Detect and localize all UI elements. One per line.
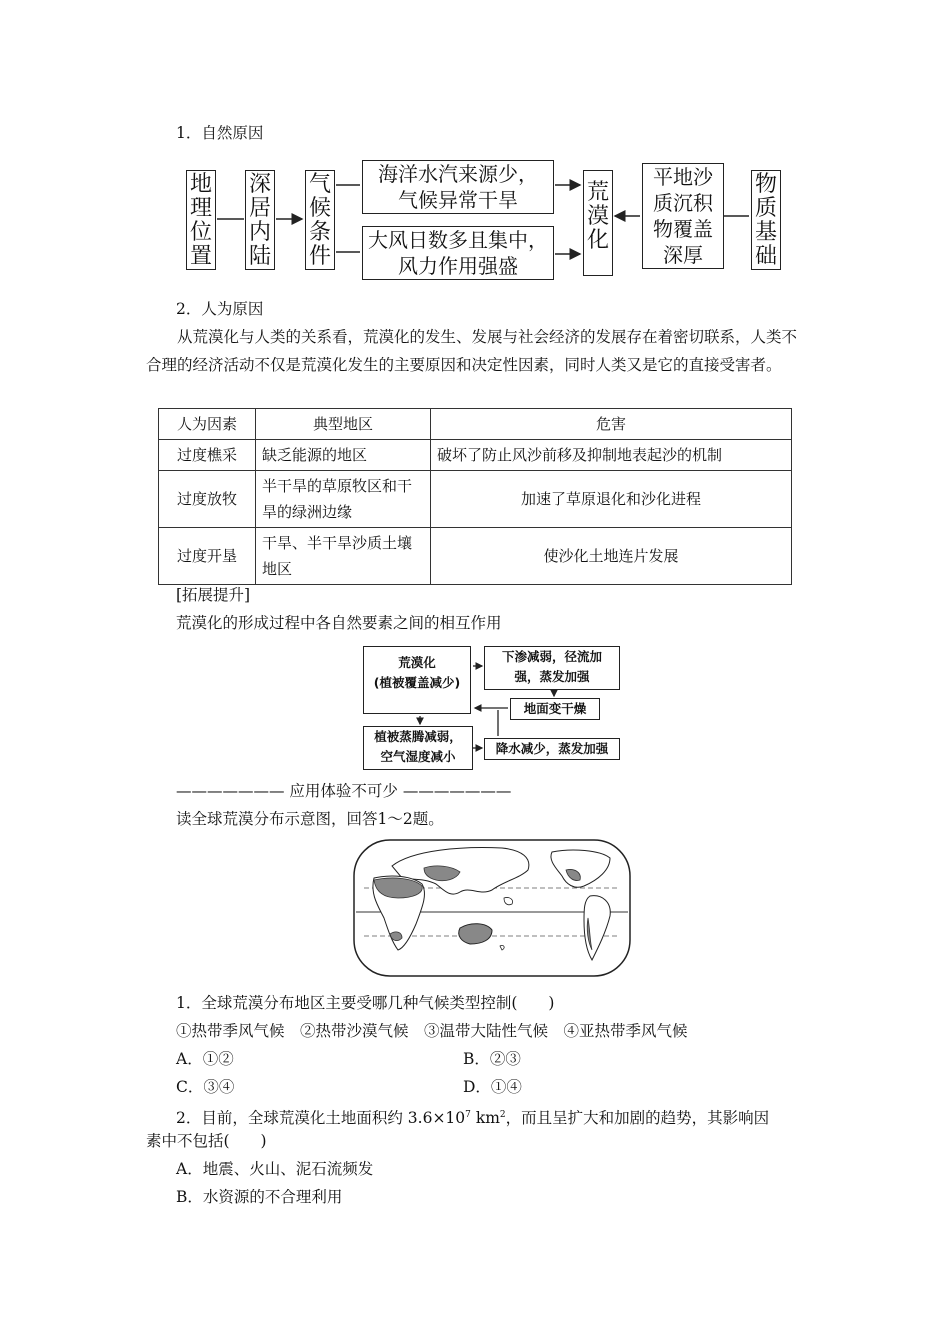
box-desertification: 荒漠化 [583,170,613,276]
table-cell-region: 半干旱的草原牧区和干旱的绿洲边缘 [256,471,431,528]
unit-km: km [470,1109,500,1128]
sand-deposits-line-4: 深厚 [663,243,703,267]
table-cell-harm: 加速了草原退化和沙化进程 [431,471,792,528]
vegetation-reduced-label: (植被覆盖减少) [373,675,461,690]
box-precipitation: 降水减少，蒸发加强 [484,738,620,760]
sand-deposits-line-1: 平地沙 [653,165,713,189]
sand-deposits-line-2: 质沉积 [653,191,713,215]
desertification-label: 荒漠化 [398,655,436,670]
box-material-basis: 物质基础 [751,170,781,270]
human-causes-paragraph: 从荒漠化与人类的关系看，荒漠化的发生、发展与社会经济的发展存在着密切联系，人类不合理的经济活动不仅是荒漠化发生的主要原因和决定性因素，同时人类又是它的直接受害者。 [146,328,798,374]
practice-divider: ——————— 应用体验不可少 ——————— [176,782,512,800]
ocean-vapor-line-1: 海洋水汽来源少， [378,162,538,186]
exponent: 7 [465,1110,471,1120]
box-deep-inland: 深居内陆 [245,170,275,270]
question-1-option-c: C．③④ [176,1078,235,1096]
question-1-option-a: A．①② [176,1050,234,1068]
table-header: 危害 [431,409,792,440]
table-header: 人为因素 [159,409,256,440]
question-2-stem-part-c: ，而且呈扩大和加剧的趋势，其影响因 [505,1109,770,1128]
question-1-stem: 1．全球荒漠分布地区主要受哪几种气候类型控制( ) [176,994,555,1012]
box-geographic-location: 地理位置 [186,170,216,270]
table-cell-harm: 使沙化土地连片发展 [431,528,792,585]
extension-line: 荒漠化的形成过程中各自然要素之间的相互作用 [176,614,502,632]
question-2-stem [176,1104,769,1129]
table-cell-region: 缺乏能源的地区 [256,440,431,471]
transpiration-line-1: 植被蒸腾减弱， [374,729,462,744]
world-desert-map [352,838,632,978]
practice-intro: 读全球荒漠分布示意图，回答1～2题。 [176,810,444,828]
table-header: 典型地区 [256,409,431,440]
table-cell-factor: 过度放牧 [159,471,256,528]
section-1-title: 1．自然原因 [176,124,264,142]
strong-wind-line-1: 大风日数多且集中， [368,228,548,252]
box-ground-drier: 地面变干燥 [510,698,600,720]
table-cell-factor: 过度樵采 [159,440,256,471]
box-climate-conditions: 气候条件 [305,170,335,270]
question-1-items: ①热带季风气候 ②热带沙漠气候 ③温带大陆性气候 ④亚热带季风气候 [176,1022,688,1040]
question-2-stem-line-2: 素中不包括( ) [146,1132,267,1150]
question-1-option-b: B．②③ [463,1050,521,1068]
infiltration-line-2: 强，蒸发加强 [514,669,590,684]
infiltration-line-1: 下渗减弱，径流加 [501,649,602,664]
unit-squared: 2 [499,1110,506,1120]
question-2-stem-part-a: 2．目前，全球荒漠化土地面积约 3.6×10 [176,1109,466,1128]
table-cell-factor: 过度开垦 [159,528,256,585]
extension-label: [拓展提升] [176,586,251,604]
question-1-option-d: D．①④ [463,1078,522,1096]
table-cell-harm: 破坏了防止风沙前移及抑制地表起沙的机制 [431,440,792,471]
strong-wind-line-2: 风力作用强盛 [398,254,518,278]
transpiration-line-2: 空气湿度减小 [380,749,456,764]
sand-deposits-line-3: 物覆盖 [653,217,713,241]
ocean-vapor-line-2: 气候异常干旱 [398,188,518,212]
question-2-option-a: A．地震、火山、泥石流频发 [176,1160,374,1178]
table-cell-region: 干旱、半干旱沙质土壤地区 [256,528,431,585]
section-2-title: 2．人为原因 [176,300,264,318]
question-2-option-b: B．水资源的不合理利用 [176,1188,343,1206]
